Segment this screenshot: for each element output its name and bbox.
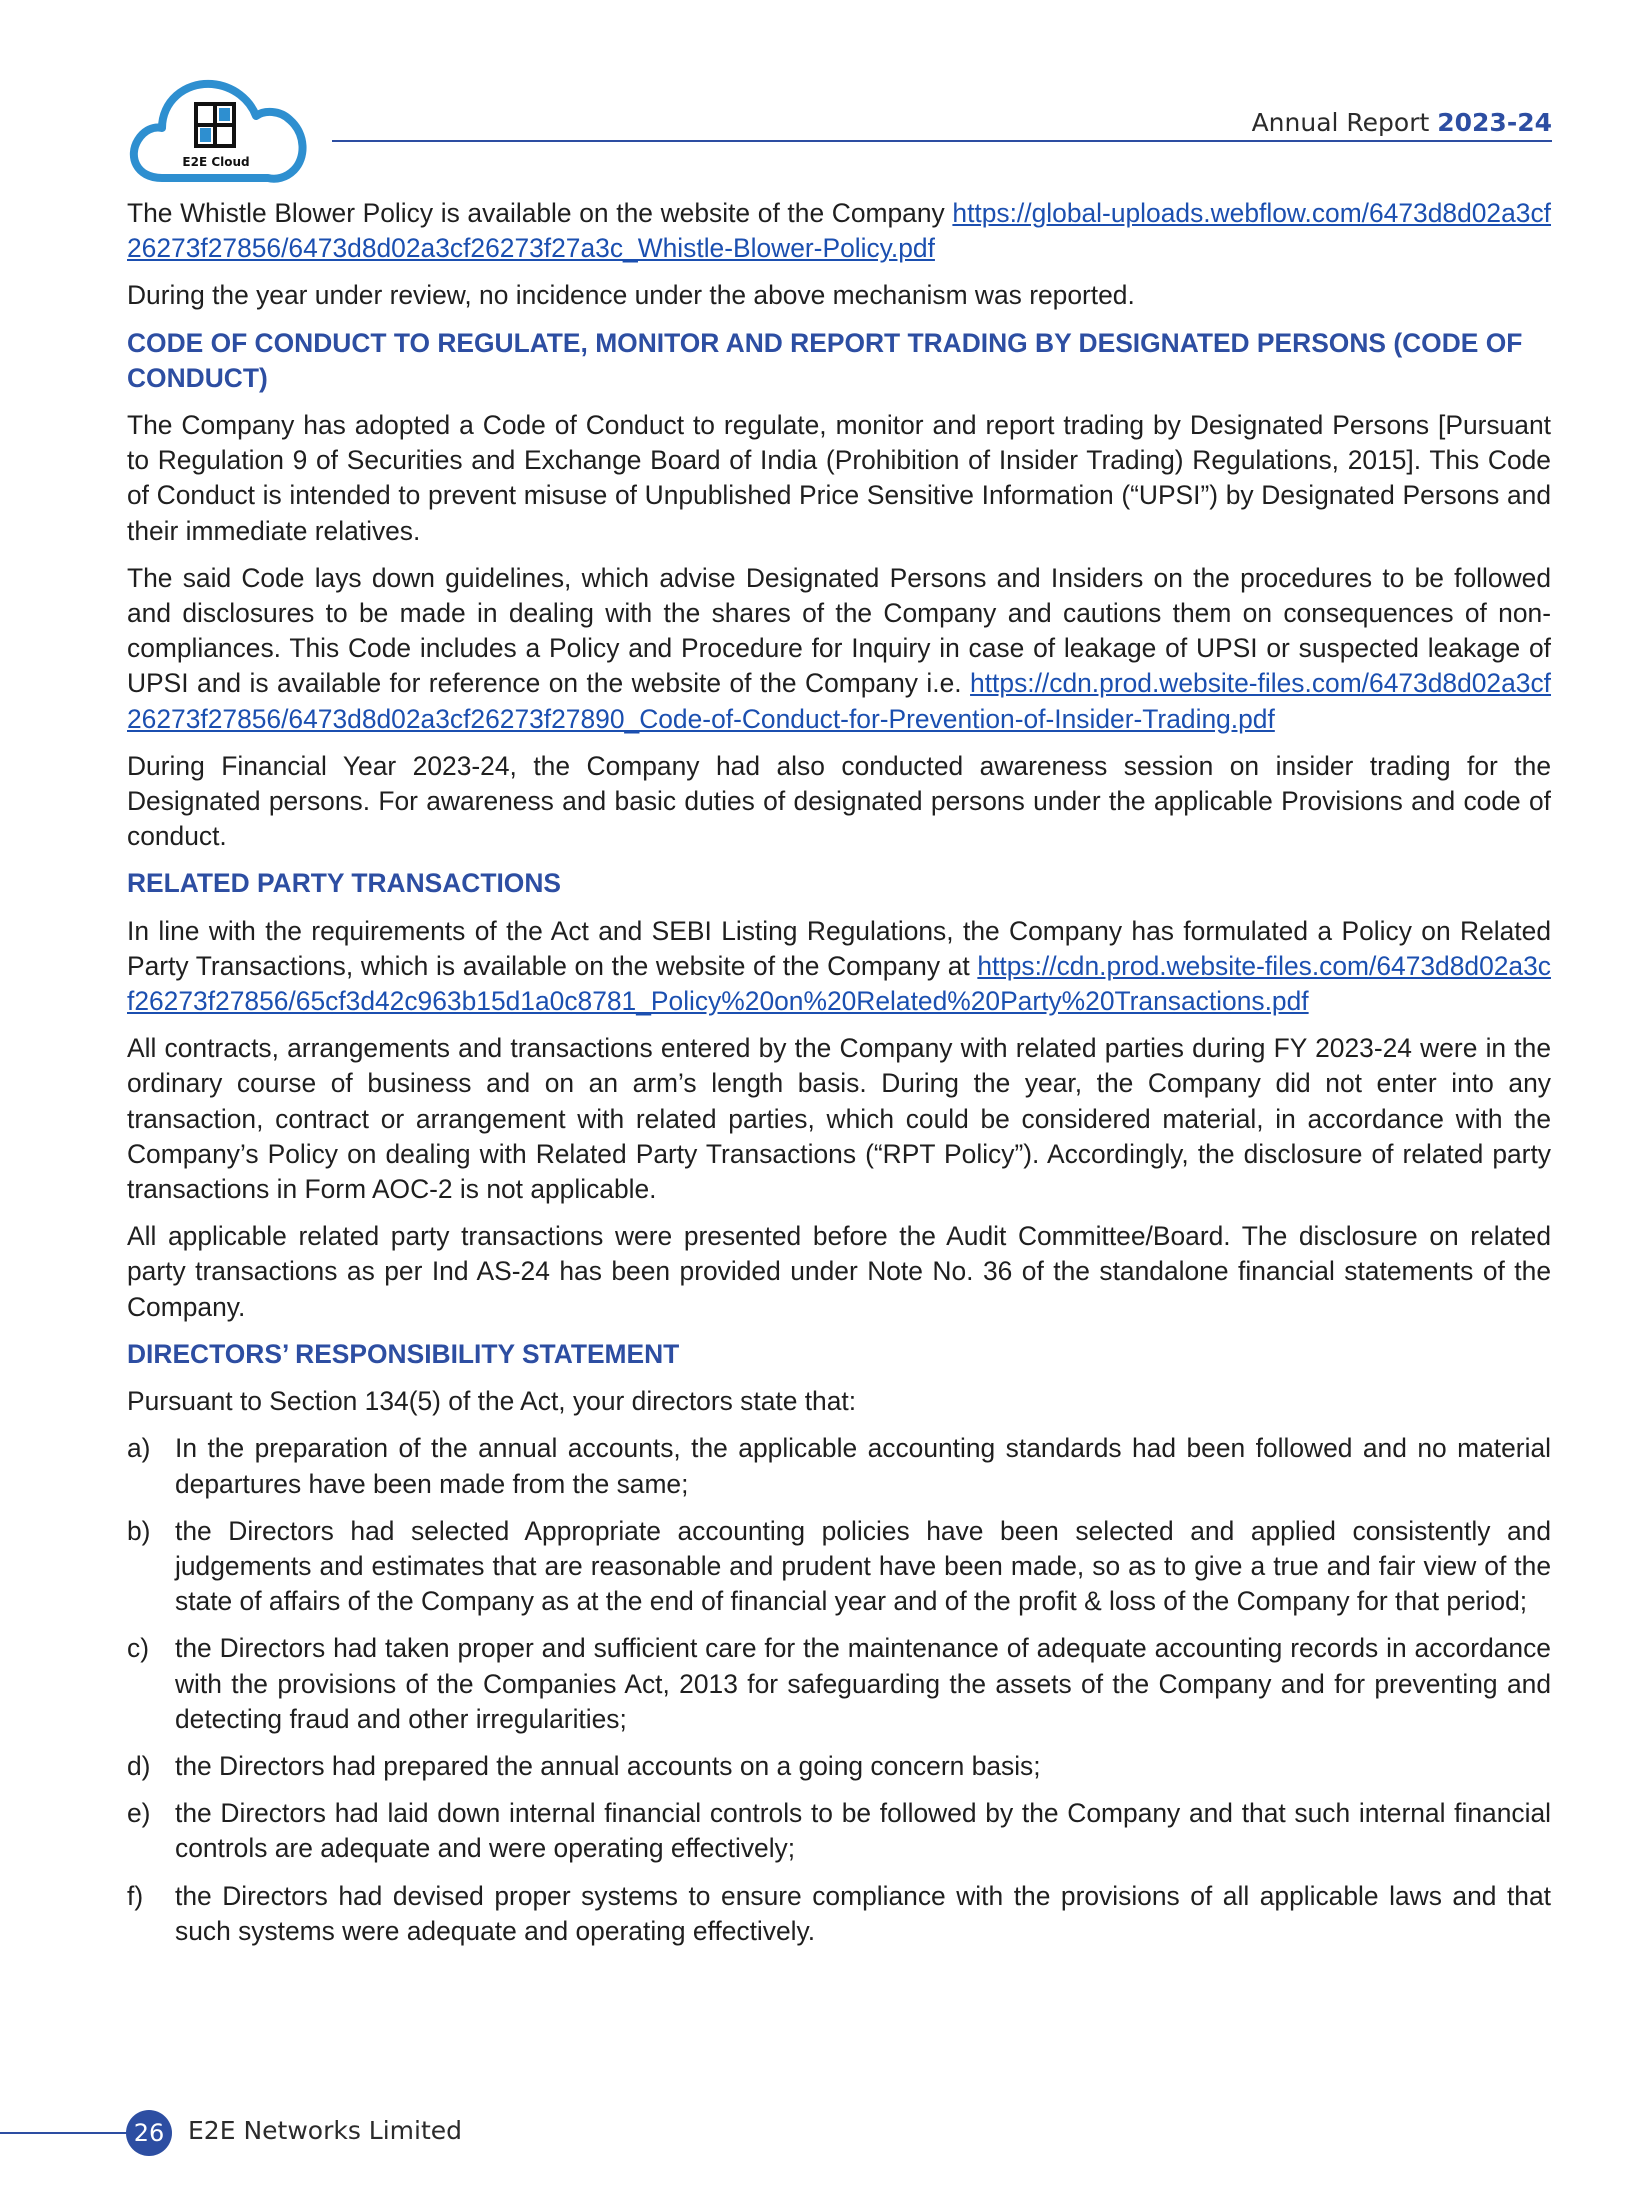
page-header <box>0 0 1650 200</box>
list-item-text: the Directors had laid down internal financial controls to be followed by the Company and that such internal financial controls are adequate and were operating effectively; <box>175 1798 1551 1864</box>
list-marker: d) <box>127 1750 151 1781</box>
code-adopted-paragraph: The Company has adopted a Code of Conduct to regulate, monitor and report trading by Designated Persons [Pursuant to Regulation 9 of Securities and Exchange Board of India (Prohibition of Insider Trading) Regulations, 2015]. This Code of Conduct is intended to prevent misuse of Unpublished Price Sensitive Information (“UPSI”) by Designated Persons and their immediate relatives. <box>127 410 1551 546</box>
page-footer <box>0 2108 700 2158</box>
list-marker: f) <box>127 1880 144 1911</box>
list-item-text: the Directors had taken proper and sufficient care for the maintenance of adequate accounting records in accordance with the provisions of the Companies Act, 2013 for safeguarding the assets of the Company and for preventing and detecting fraud and other irregularities; <box>175 1633 1551 1734</box>
list-item <box>127 1631 1551 1737</box>
no-incidence-paragraph: During the year under review, no incidence under the above mechanism was reported. <box>127 280 1135 311</box>
page-number-badge: 26 <box>126 2110 172 2156</box>
awareness-session-paragraph: During Financial Year 2023-24, the Company had also conducted awareness session on insider trading for the Designated persons. For awareness and basic duties of designated persons under the applicable Provisions and code of conduct. <box>127 750 1551 852</box>
code-guidelines-text: The said Code lays down guidelines, which advise Designated Persons and Insiders on the procedures to be followed and disclosures to be made in dealing with the shares of the Company and cautions them on consequences of non-compliances. This Code includes a Policy and Procedure for Inquiry in case of leakage of UPSI or suspected leakage of UPSI and is available for reference on the website of the Company i.e. <box>127 562 1551 699</box>
list-item-text: the Directors had selected Appropriate accounting policies have been selected and applied consistently and judgements and estimates that are reasonable and prudent have been made, so as to give a true and fair view of the state of affairs of the Company as at the end of financial year and of the profit & loss of the Company for that period; <box>175 1515 1551 1617</box>
rpt-audit-paragraph: All applicable related party transactions were presented before the Audit Committee/Board. The disclosure on related party transactions as per Ind AS-24 has been provided under Note No. 36 of the standalone financial statements of the Company. <box>127 1221 1551 1322</box>
rpt-policy-text: In line with the requirements of the Act and SEBI Listing Regulations, the Company has formulated a Policy on Related Party Transactions, which is available on the website of the Company at <box>127 915 1551 981</box>
list-item <box>127 1749 1551 1784</box>
list-item <box>127 1431 1551 1501</box>
whistle-blower-policy-link[interactable]: https://global-uploads.webflow.com/6473d8d02a3cf26273f27856/6473d8d02a3cf26273f27a3c_Whistle-Blower-Policy.pdf <box>127 198 1551 264</box>
footer-company-name: E2E Networks Limited <box>188 2116 463 2145</box>
insider-trading-code-link[interactable]: https://cdn.prod.website-files.com/6473d8d02a3cf26273f27856/6473d8d02a3cf26273f27890_Code-of-Conduct-for-Prevention-of-Insider-Trading.pdf <box>127 668 1551 734</box>
directors-statement-list <box>127 1431 1551 1949</box>
header-title-prefix: Annual Report <box>1251 108 1438 137</box>
logo-text: E2E Cloud <box>182 155 250 169</box>
code-guidelines-paragraph <box>127 561 1551 737</box>
whistle-blower-text: The Whistle Blower Policy is available on the website of the Company <box>127 198 953 228</box>
list-item-text: the Directors had prepared the annual accounts on a going concern basis; <box>175 1750 1041 1781</box>
list-item-text: the Directors had devised proper systems to ensure compliance with the provisions of all applicable laws and that such systems were adequate and operating effectively. <box>175 1880 1551 1946</box>
list-item <box>127 1796 1551 1866</box>
whistle-blower-paragraph <box>127 196 1551 266</box>
section-134-paragraph: Pursuant to Section 134(5) of the Act, your directors state that: <box>127 1386 857 1417</box>
rpt-policy-paragraph <box>127 914 1551 1020</box>
e2e-cloud-logo <box>122 58 312 188</box>
list-item <box>127 1879 1551 1949</box>
footer-rule <box>0 2132 128 2134</box>
list-item <box>127 1514 1551 1620</box>
rpt-policy-link[interactable]: https://cdn.prod.website-files.com/6473d8d02a3cf26273f27856/65cf3d42c963b15d1a0c8781_Policy%20on%20Related%20Party%20Transactions.pdf <box>127 950 1551 1017</box>
list-item-text: In the preparation of the annual accounts, the applicable accounting standards had been followed and no material departures have been made from the same; <box>175 1433 1551 1499</box>
list-marker: e) <box>127 1798 151 1829</box>
header-title-year: 2023-24 <box>1437 108 1552 137</box>
main-content <box>127 196 1551 1961</box>
list-marker: c) <box>127 1633 149 1664</box>
list-marker: a) <box>127 1433 151 1464</box>
section-heading-code-of-conduct: CODE OF CONDUCT TO REGULATE, MONITOR AND REPORT TRADING BY DESIGNATED PERSONS (CODE OF CONDUCT) <box>127 327 1523 393</box>
section-heading-related-party: RELATED PARTY TRANSACTIONS <box>127 868 561 899</box>
list-marker: b) <box>127 1515 151 1546</box>
rpt-contracts-paragraph: All contracts, arrangements and transactions entered by the Company with related parties during FY 2023-24 were in the ordinary course of business and on an arm’s length basis. During the year, the Company did not enter into any transaction, contract or arrangement with related parties, which could be considered material, in accordance with the Company’s Policy on dealing with Related Party Transactions (“RPT Policy”). Accordingly, the disclosure of related party transactions in Form AOC-2 is not applicable. <box>127 1033 1551 1205</box>
header-rule <box>332 140 1552 142</box>
header-title <box>1252 108 1552 137</box>
section-heading-directors-responsibility: DIRECTORS’ RESPONSIBILITY STATEMENT <box>127 1338 680 1369</box>
